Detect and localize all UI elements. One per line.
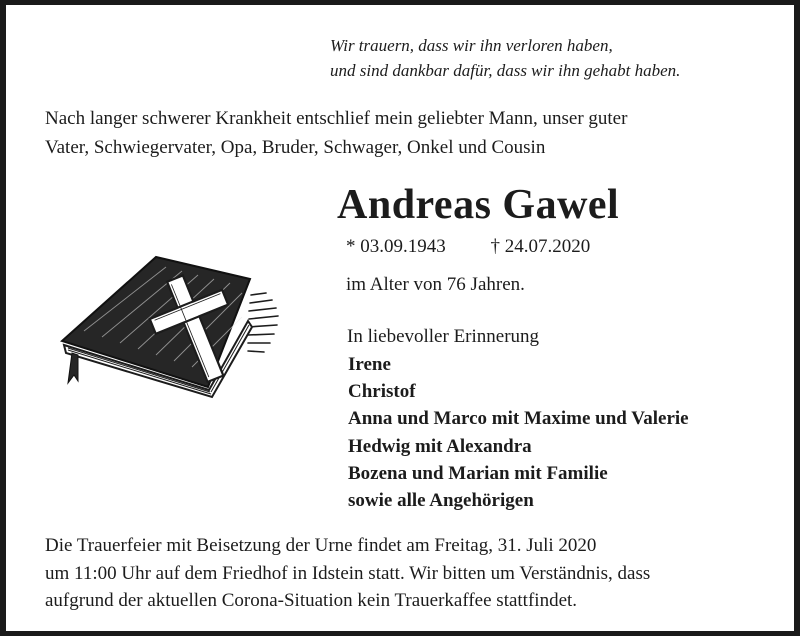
mourner-name: Hedwig mit Alexandra <box>348 435 532 457</box>
mourner-name: Anna und Marco mit Maxime und Valerie <box>348 408 689 430</box>
funeral-info <box>45 532 790 615</box>
mourner-name: Irene <box>348 354 391 375</box>
life-dates <box>346 236 590 258</box>
mourner-name: Bozena und Marian mit Familie <box>348 462 608 484</box>
intro-line-2: Vater, Schwiegervater, Opa, Bruder, Schwager, Onkel und Cousin <box>45 137 546 158</box>
funeral-info-line-1: Die Trauerfeier mit Beisetzung der Urne findet am Freitag, 31. Juli 2020 <box>45 535 597 556</box>
memory-heading: In liebevoller Erinnerung <box>347 326 540 347</box>
motto-quote <box>330 33 770 83</box>
deceased-name: Andreas Gawel <box>337 182 620 228</box>
funeral-info-line-2: um 11:00 Uhr auf dem Friedhof in Idstein statt. Wir bitten um Verständnis, dass <box>45 562 651 584</box>
intro-line-1: Nach langer schwerer Krankheit entschlief mein geliebter Mann, unser guter <box>45 108 628 129</box>
mourner-name: Christof <box>348 381 416 403</box>
funeral-info-line-3: aufgrund der aktuellen Corona-Situation kein Trauerkaffee stattfindet. <box>45 590 578 611</box>
death-date: † 24.07.2020 <box>490 236 591 257</box>
mourners-list <box>348 351 689 514</box>
bible-with-cross-icon <box>44 245 284 405</box>
intro-text <box>45 104 785 162</box>
birth-date: * 03.09.1943 <box>346 236 446 257</box>
motto-line-2: und sind dankbar dafür, dass wir ihn gehabt haben. <box>330 61 681 80</box>
obituary-notice <box>6 5 794 631</box>
mourner-name: sowie alle Angehörigen <box>348 490 534 512</box>
motto-line-1: Wir trauern, dass wir ihn verloren haben, <box>330 36 613 55</box>
age-text: im Alter von 76 Jahren. <box>346 274 525 295</box>
